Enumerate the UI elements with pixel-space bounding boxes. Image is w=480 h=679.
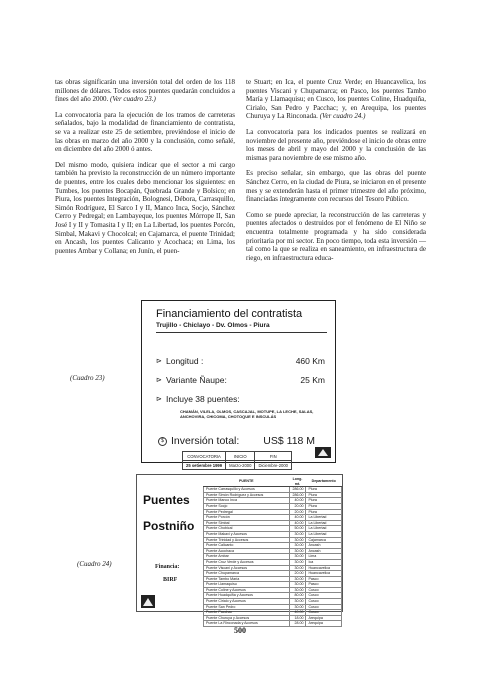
left-text-column: [55, 78, 235, 262]
column-header-longitud: Long. mt.: [289, 477, 306, 487]
paragraph: [246, 169, 426, 203]
bridge-length-cell: 20.00: [289, 503, 306, 509]
bridge-length-cell: 30.00: [289, 565, 306, 571]
bridge-length-cell: 80.00: [289, 593, 306, 599]
postnino-title: Postniño: [143, 519, 195, 533]
paragraph-text: La convocatoria para la ejecución de los tramos de carreteras señalados, bajo la modalidad de financiamiento de contratista, se va a realizar este 25 de setiembre, previéndose el inicio de las obras en marzo del año 2000 y la conclusión, como señalé, en diciembre del año 2000 ó antes.: [55, 110, 235, 154]
bridge-length-cell: 30.00: [289, 531, 306, 537]
flag-bullet-icon: ⊳: [156, 358, 162, 365]
variante-label: Variante Ñaupe:: [166, 375, 227, 385]
bridge-length-cell: 50.00: [289, 526, 306, 532]
paragraph: [55, 161, 235, 256]
paragraph: [246, 211, 426, 263]
bridge-department-cell: Ica: [306, 559, 342, 565]
paragraph-text: La convocatoria para los indicados puentes se realizará en noviembre del presente año, previéndose el inicio de obras entre los meses de abril y mayo del 2000 y la conclusión de las mismas para noviembre de ese mismo año.: [246, 127, 426, 162]
bridge-length-cell: 18.00: [289, 615, 306, 621]
bridge-name-cell: Puente Trinidad y Accesos: [204, 537, 290, 543]
bridge-name-cell: Puente Chupamarca: [204, 571, 290, 577]
table-cell: Marzo-2000: [226, 461, 255, 470]
bridge-length-cell: 30.00: [289, 537, 306, 543]
variante-value: 25 Km: [300, 375, 325, 385]
bridge-name-cell: Puente Chobical: [204, 526, 290, 532]
bridge-department-cell: Lima: [306, 554, 342, 560]
inversion-label: Inversión total:: [171, 435, 240, 447]
cuadro-24-label: (Cuadro 24): [77, 560, 112, 568]
bridge-name-cell: Puente Pacchac: [204, 610, 290, 616]
bridge-name-cell: Puente Cruz Verde y Accesos: [204, 559, 290, 565]
bridge-department-cell: Cusco: [306, 599, 342, 605]
bridge-department-cell: Cusco: [306, 587, 342, 593]
bridge-length-cell: 40.00: [289, 520, 306, 526]
bridge-name-cell: Puente Pedregal: [204, 509, 290, 515]
column-header-departamento: Departamento: [306, 477, 342, 487]
cuadro-24-figure: [136, 474, 343, 626]
bridge-length-cell: 30.00: [289, 559, 306, 565]
page-number: 500: [234, 626, 246, 635]
bridge-department-cell: Piura: [306, 509, 342, 515]
bridge-department-cell: Pasco: [306, 582, 342, 588]
bridge-name-cell: Puente Cirialo y Accesos: [204, 599, 290, 605]
column-header-puente: PUENTE: [204, 477, 290, 487]
bridge-length-cell: 30.00: [289, 599, 306, 605]
bridge-name-cell: Puente Manco Inca: [204, 498, 290, 504]
inversion-value: US$ 118 M: [263, 435, 316, 447]
bridge-name-cell: Puente Coline y Accesos: [204, 587, 290, 593]
cuadro-reference: (Ver cuadro 23.): [110, 95, 156, 104]
bridge-name-cell: Puente Porcón: [204, 515, 290, 521]
cuadro-23-label: (Cuadro 23): [70, 374, 105, 382]
bridge-length-cell: 286.00: [289, 492, 306, 498]
puentes-row: [156, 394, 325, 404]
bridge-length-cell: 30.00: [289, 582, 306, 588]
bridge-name-cell: Puente La Rinconada y Accesos: [204, 621, 290, 627]
bridge-length-cell: 30.00: [289, 548, 306, 554]
bridge-department-cell: Pasco: [306, 576, 342, 582]
bridge-length-cell: 28.00: [289, 621, 306, 627]
bridge-name-cell: Puente Huadquiña y Accesos: [204, 593, 290, 599]
bridge-department-cell: Ancash: [306, 548, 342, 554]
table-cell: Diciembre-2000: [255, 461, 292, 470]
bridge-name-cell: Puente Acochaca: [204, 548, 290, 554]
divider: [156, 332, 327, 333]
financia-label: Financia:: [155, 564, 180, 570]
bridge-department-cell: Arequipa: [306, 621, 342, 627]
puentes-label: Incluye 38 puentes:: [166, 394, 240, 404]
table-cell: 25 setiembre 1999: [183, 461, 226, 470]
bridge-name-cell: Puente Tambo María: [204, 576, 290, 582]
flag-bullet-icon: ⊳: [156, 396, 162, 403]
bridge-length-cell: 40.00: [289, 498, 306, 504]
bridge-length-cell: 30.00: [289, 604, 306, 610]
bridge-department-cell: La Libertad: [306, 531, 342, 537]
bridge-length-cell: 30.00: [289, 543, 306, 549]
bridge-department-cell: Cusco: [306, 610, 342, 616]
paragraph: [55, 111, 235, 154]
financia-value: BIRF: [163, 577, 178, 583]
paragraph-text: te Stuart; en Ica, el puente Cruz Verde; en Huancavelica, los puentes Viscani y Chupamarca; en Pasco, los puentes Tambo María y Llamaquisu; en Cusco, los puentes Coline, Huadquiña, Cirialo, San Pedro y Pacchac; y, en Arequipa, los puentes Churuya y La Rinconada.: [246, 78, 426, 121]
bridge-length-cell: 20.00: [289, 509, 306, 515]
bridge-department-cell: Ancash: [306, 543, 342, 549]
bridge-length-cell: 30.00: [289, 554, 306, 560]
cuadro-23-title: Financiamiento del contratista: [156, 308, 303, 320]
bridge-department-cell: Piura: [306, 498, 342, 504]
bridge-department-cell: La Libertad: [306, 526, 342, 532]
flag-bullet-icon: ⊳: [156, 377, 162, 384]
paragraph-text: Como se puede apreciar, la reconstrucción de las carreteras y puentes afectados o destruidos por el fenómeno de El Niño se encuentra totalmente programada y ha sido considerada prioritaria por mi sector. En poco tiempo, toda esta inversión —tal como la que se realiza en saneamiento, en infraestructura de riego, en infraestructura educa-: [246, 210, 426, 262]
puentes-title: Puentes: [143, 493, 190, 507]
paragraph-text: tas obras significarán una inversión total del orden de los 118 millones de dólares. Todos estos puentes quedarán concluidos a fines del año 2000.: [55, 78, 235, 104]
coin-icon: $: [158, 437, 167, 446]
bridge-department-cell: Arequipa: [306, 615, 342, 621]
bridge-department-cell: Piura: [306, 492, 342, 498]
bridge-length-cell: 40.00: [289, 610, 306, 616]
bridge-name-cell: Puente Carrasquillo y Accesos: [204, 487, 290, 493]
longitud-row: [156, 356, 325, 366]
bridge-name-cell: Puente Llamaquisu: [204, 582, 290, 588]
bridge-department-cell: Huancavelica: [306, 571, 342, 577]
inversion-row: [158, 435, 315, 447]
bridge-department-cell: Piura: [306, 503, 342, 509]
mountain-logo-icon: [141, 595, 155, 608]
bridges-table: [203, 477, 342, 627]
bridge-length-cell: 30.00: [289, 587, 306, 593]
right-text-column: [246, 78, 426, 269]
table-header: CONVOCATORIA: [183, 452, 226, 461]
table-header: INICIO: [226, 452, 255, 461]
bridge-name-cell: Puente Calicanto: [204, 543, 290, 549]
cuadro-23-figure: [141, 300, 336, 468]
bridge-name-cell: Puente Ambar: [204, 554, 290, 560]
bridge-department-cell: Cusco: [306, 593, 342, 599]
bridge-department-cell: La Libertad: [306, 515, 342, 521]
bridge-name-cell: Puente Makavi y Accesos: [204, 531, 290, 537]
variante-row: [156, 375, 325, 385]
paragraph-text: Es preciso señalar, sin embargo, que las obras del puente Sánchez Cerro, en la ciudad de Piura, se iniciaron en el presente mes y se extenderán hasta el primer trimestre del año próximo, financiadas íntegramente con recursos del Tesoro Público.: [246, 169, 426, 204]
bridge-length-cell: 20.00: [289, 571, 306, 577]
puentes-list: CHAMÁN, VILELA, OLMOS, CASCAJAL, MOTUPE, LA LECHE, SALAS, ANCHOVIRA, CHICOMA, CHOTOQUE E INSCULÁS: [180, 409, 314, 419]
bridge-name-cell: Puente Churuya y Accesos: [204, 615, 290, 621]
bridge-department-cell: La Libertad: [306, 520, 342, 526]
longitud-value: 460 Km: [295, 356, 325, 366]
schedule-table: [182, 451, 292, 470]
bridge-department-cell: Huancavelica: [306, 565, 342, 571]
bridge-length-cell: 30.00: [289, 576, 306, 582]
cuadro-reference: (Ver cuadro 24.): [319, 112, 366, 121]
paragraph: [246, 128, 426, 162]
bridge-name-cell: Puente Socjo: [204, 503, 290, 509]
cuadro-23-subtitle: Trujillo - Chiclayo - Dv. Olmos - Piura: [156, 322, 270, 329]
bridge-name-cell: Puente Simón Rodríguez y Accesos: [204, 492, 290, 498]
mountain-logo-icon: [315, 447, 331, 458]
paragraph: [55, 78, 235, 104]
paragraph-text: Del mismo modo, quisiera indicar que el sector a mi cargo también ha previsto la reconstrucción de un número importante de puentes, entre los cuales debo mencionar los siguientes: en Tumbes, los puentes Bocapán, Quebrada Grande y Bolsico; en Piura, los puentes Integración, Bolognesi, Débora, Carrasquillo, Simón Rodríguez, El Sarco I y II, Manco Inca, Socjo, Sánchez Cerro y Pedregal; en Lambayeque, los puentes Mórrope II, San José I y II y Tomasita I y II; en La Libertad, los puentes Porcón, Simbal, Makavi y Chocolcal; en Cajamarca, el puente Trinidad; en Ancash, los puentes Calicanto y Acochaca; en Lima, los puentes Ambar y Collana; en Junín, el puen-: [55, 160, 235, 255]
bridge-department-cell: Cusco: [306, 604, 342, 610]
bridge-name-cell: Puente Viscani y Accesos: [204, 565, 290, 571]
table-header: FIN: [255, 452, 292, 461]
longitud-label: Longitud :: [166, 356, 204, 366]
bridge-department-cell: Cajamarca: [306, 537, 342, 543]
paragraph: [246, 78, 426, 121]
bridge-length-cell: 286.00: [289, 487, 306, 493]
bridge-department-cell: Piura: [306, 487, 342, 493]
bridge-name-cell: Puente Simbal: [204, 520, 290, 526]
bridge-length-cell: 40.00: [289, 515, 306, 521]
bridge-name-cell: Puente San Pedro: [204, 604, 290, 610]
